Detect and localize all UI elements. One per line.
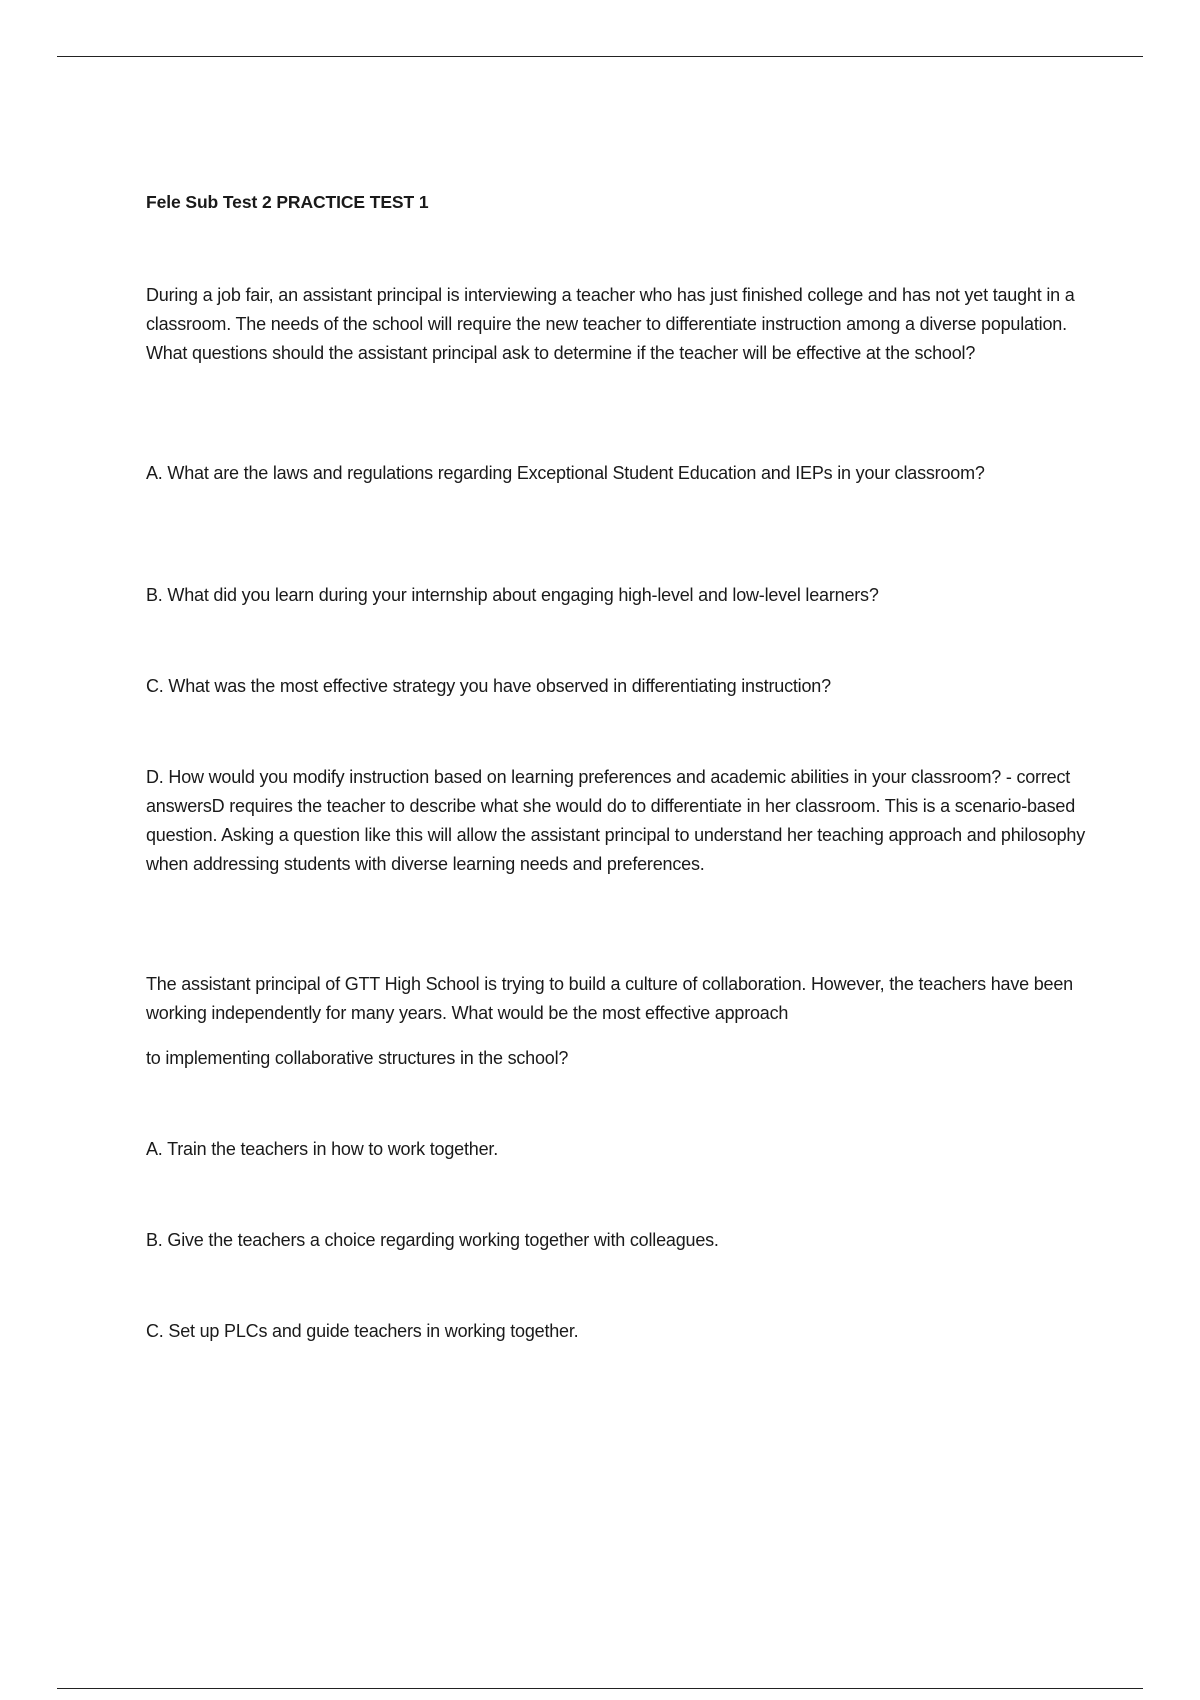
question-1-option-b: B. What did you learn during your internship about engaging high-level and low-level learners? xyxy=(146,585,879,605)
question-2-option-a: A. Train the teachers in how to work together. xyxy=(146,1139,498,1159)
footer-rule xyxy=(57,1688,1143,1689)
question-1-option-d: D. How would you modify instruction based on learning preferences and academic abilities in your classroom? - correct answersD requires the teacher to describe what she would do to differentiate in her classroom. This is a scenario-based question. Asking a question like this will allow the assistant principal to understand her teaching approach and philosophy when addressing students with diverse learning needs and preferences. xyxy=(146,767,1085,874)
question-1-stem: During a job fair, an assistant principal is interviewing a teacher who has just finished college and has not yet taught in a classroom. The needs of the school will require the new teacher to differentiate instruction among a diverse population. What questions should the assistant principal ask to determine if the teacher will be effective at the school? xyxy=(146,285,1075,363)
header-rule xyxy=(57,56,1143,57)
question-2-option-b: B. Give the teachers a choice regarding working together with colleagues. xyxy=(146,1230,719,1250)
question-1-option-c: C. What was the most effective strategy you have observed in differentiating instruction? xyxy=(146,676,831,696)
question-2-stem-continued: to implementing collaborative structures in the school? xyxy=(146,1048,569,1068)
document-title: Fele Sub Test 2 PRACTICE TEST 1 xyxy=(146,192,429,212)
question-2-stem: The assistant principal of GTT High School is trying to build a culture of collaboration. However, the teachers have been working independently for many years. What would be the most effective approach xyxy=(146,974,1073,1023)
question-1-option-a: A. What are the laws and regulations regarding Exceptional Student Education and IEPs in your classroom? xyxy=(146,463,985,483)
question-2-option-c: C. Set up PLCs and guide teachers in working together. xyxy=(146,1321,579,1341)
